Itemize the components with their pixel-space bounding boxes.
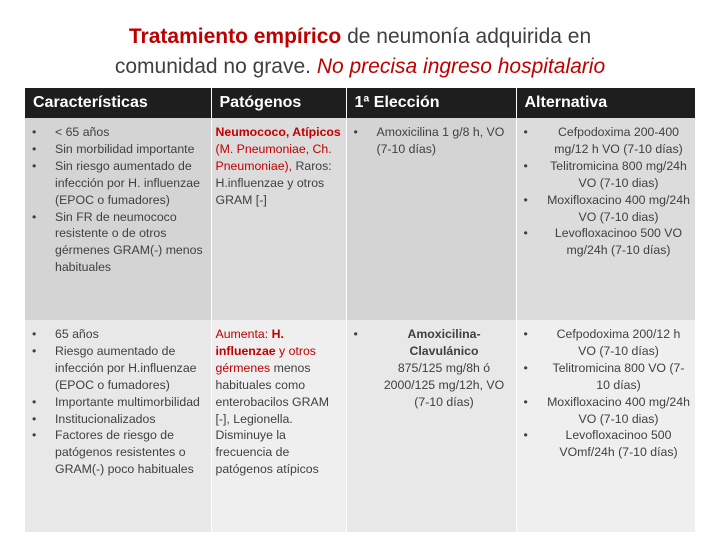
cell-patogenos — [211, 320, 346, 532]
list-item: • Sin FR de neumococo resistente o de otros gérmenes GRAM(-) menos habituales — [29, 209, 207, 277]
treatment-table — [25, 88, 696, 532]
title-italic-note: No precisa ingreso hospitalario — [316, 55, 606, 78]
table-row — [25, 118, 695, 320]
list-item: • Cefpodoxima 200-400 mg/12 h VO (7-10 días) — [521, 124, 691, 158]
header-caracteristicas: Características — [25, 88, 211, 118]
cell-eleccion — [346, 320, 516, 532]
pathogen-others: y otros gérmenes — [215, 343, 316, 375]
pathogen-rest: menos habituales como enterobacilos GRAM [-], Legionella. Disminuye la frecuencia de patógenos atípicos — [215, 360, 329, 477]
first-choice-dose: 875/125 mg/8h ó 2000/125 mg/12h, VO (7-10 días) — [383, 360, 505, 409]
list-item — [351, 326, 512, 411]
cell-caracteristicas — [25, 320, 211, 532]
title-highlight: Tratamiento empírico — [128, 25, 342, 48]
list-item: • Factores de riesgo de patógenos resistentes o GRAM(-) poco habituales — [29, 427, 207, 478]
pathogen-main: H. influenzae — [215, 327, 284, 358]
cell-alternativa — [516, 118, 695, 320]
pathogen-rare: Raros: H.influenzae y otros GRAM [-] — [215, 158, 332, 207]
list-item: • 65 años — [29, 326, 207, 343]
list-item: • Moxifloxacino 400 mg/24h VO (7-10 dias) — [521, 394, 691, 428]
title-text-2: comunidad no grave. — [114, 55, 317, 78]
pathogen-atypical: (M. Pneumoniae, Ch. Pneumoniae), — [215, 141, 332, 173]
cell-patogenos — [211, 118, 346, 320]
slide-title — [0, 22, 720, 82]
list-item: • Moxifloxacino 400 mg/24h VO (7-10 dias) — [521, 192, 691, 226]
first-choice-drug: Amoxicilina-Clavulánico — [407, 327, 481, 358]
cell-eleccion — [346, 118, 516, 320]
cell-alternativa — [516, 320, 695, 532]
list-item: • Importante multimorbilidad — [29, 394, 207, 411]
title-text: de neumonía adquirida en — [341, 25, 592, 48]
list-item: • Institucionalizados — [29, 411, 207, 428]
title-line-1 — [0, 22, 720, 52]
list-item: • Telitromicina 800 VO (7-10 días) — [521, 360, 691, 394]
list-item: • < 65 años — [29, 124, 207, 141]
table-header-row — [25, 88, 695, 118]
list-item — [351, 124, 512, 158]
pathogen-main: Neumococo, Atípicos — [215, 125, 341, 139]
table-row — [25, 320, 695, 532]
list-item: • Telitromicina 800 mg/24h VO (7-10 dias) — [521, 158, 691, 192]
title-line-2 — [0, 52, 720, 82]
header-alternativa: Alternativa — [516, 88, 695, 118]
list-item: • Cefpodoxima 200/12 h VO (7-10 días) — [521, 326, 691, 360]
first-choice-text: Amoxicilina 1 g/8 h, VO (7-10 días) — [376, 125, 505, 156]
list-item: • Levofloxacinoo 500 VOmf/24h (7-10 días) — [521, 427, 691, 461]
list-item: • Sin riesgo aumentado de infección por H. influenzae (EPOC o fumadores) — [29, 158, 207, 209]
list-item: • Riesgo aumentado de infección por H.influenzae (EPOC o fumadores) — [29, 343, 207, 394]
list-item: • Levofloxacinoo 500 VO mg/24h (7-10 días) — [521, 225, 691, 259]
pathogen-increase-label: Aumenta: — [215, 327, 272, 341]
header-eleccion: 1ª Elección — [346, 88, 516, 118]
header-patogenos: Patógenos — [211, 88, 346, 118]
list-item: • Sin morbilidad importante — [29, 141, 207, 158]
cell-caracteristicas — [25, 118, 211, 320]
